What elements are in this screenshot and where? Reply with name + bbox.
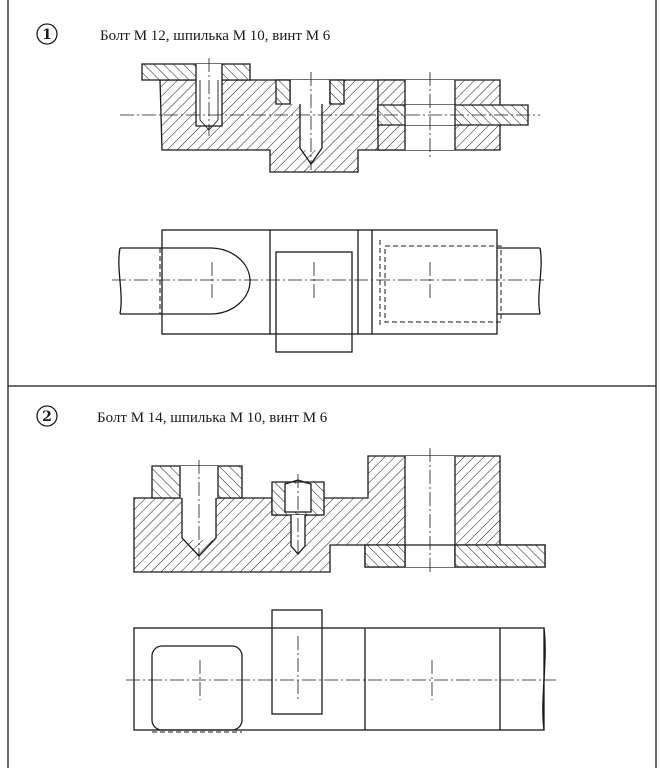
task-2-header [37,406,328,426]
task-2-caption: Болт М 14, шпилька М 10, винт М 6 [97,410,328,426]
task-2-number: 2 [42,409,52,425]
task-2-section-view [134,448,545,575]
task-1-plan-view [112,230,546,352]
task-1-section-view [120,58,540,172]
task-1-header [37,24,331,44]
task-1-number: 1 [42,27,52,43]
task-2-plan-view [126,610,556,732]
task-1-caption: Болт М 12, шпилька М 10, винт М 6 [100,28,331,44]
